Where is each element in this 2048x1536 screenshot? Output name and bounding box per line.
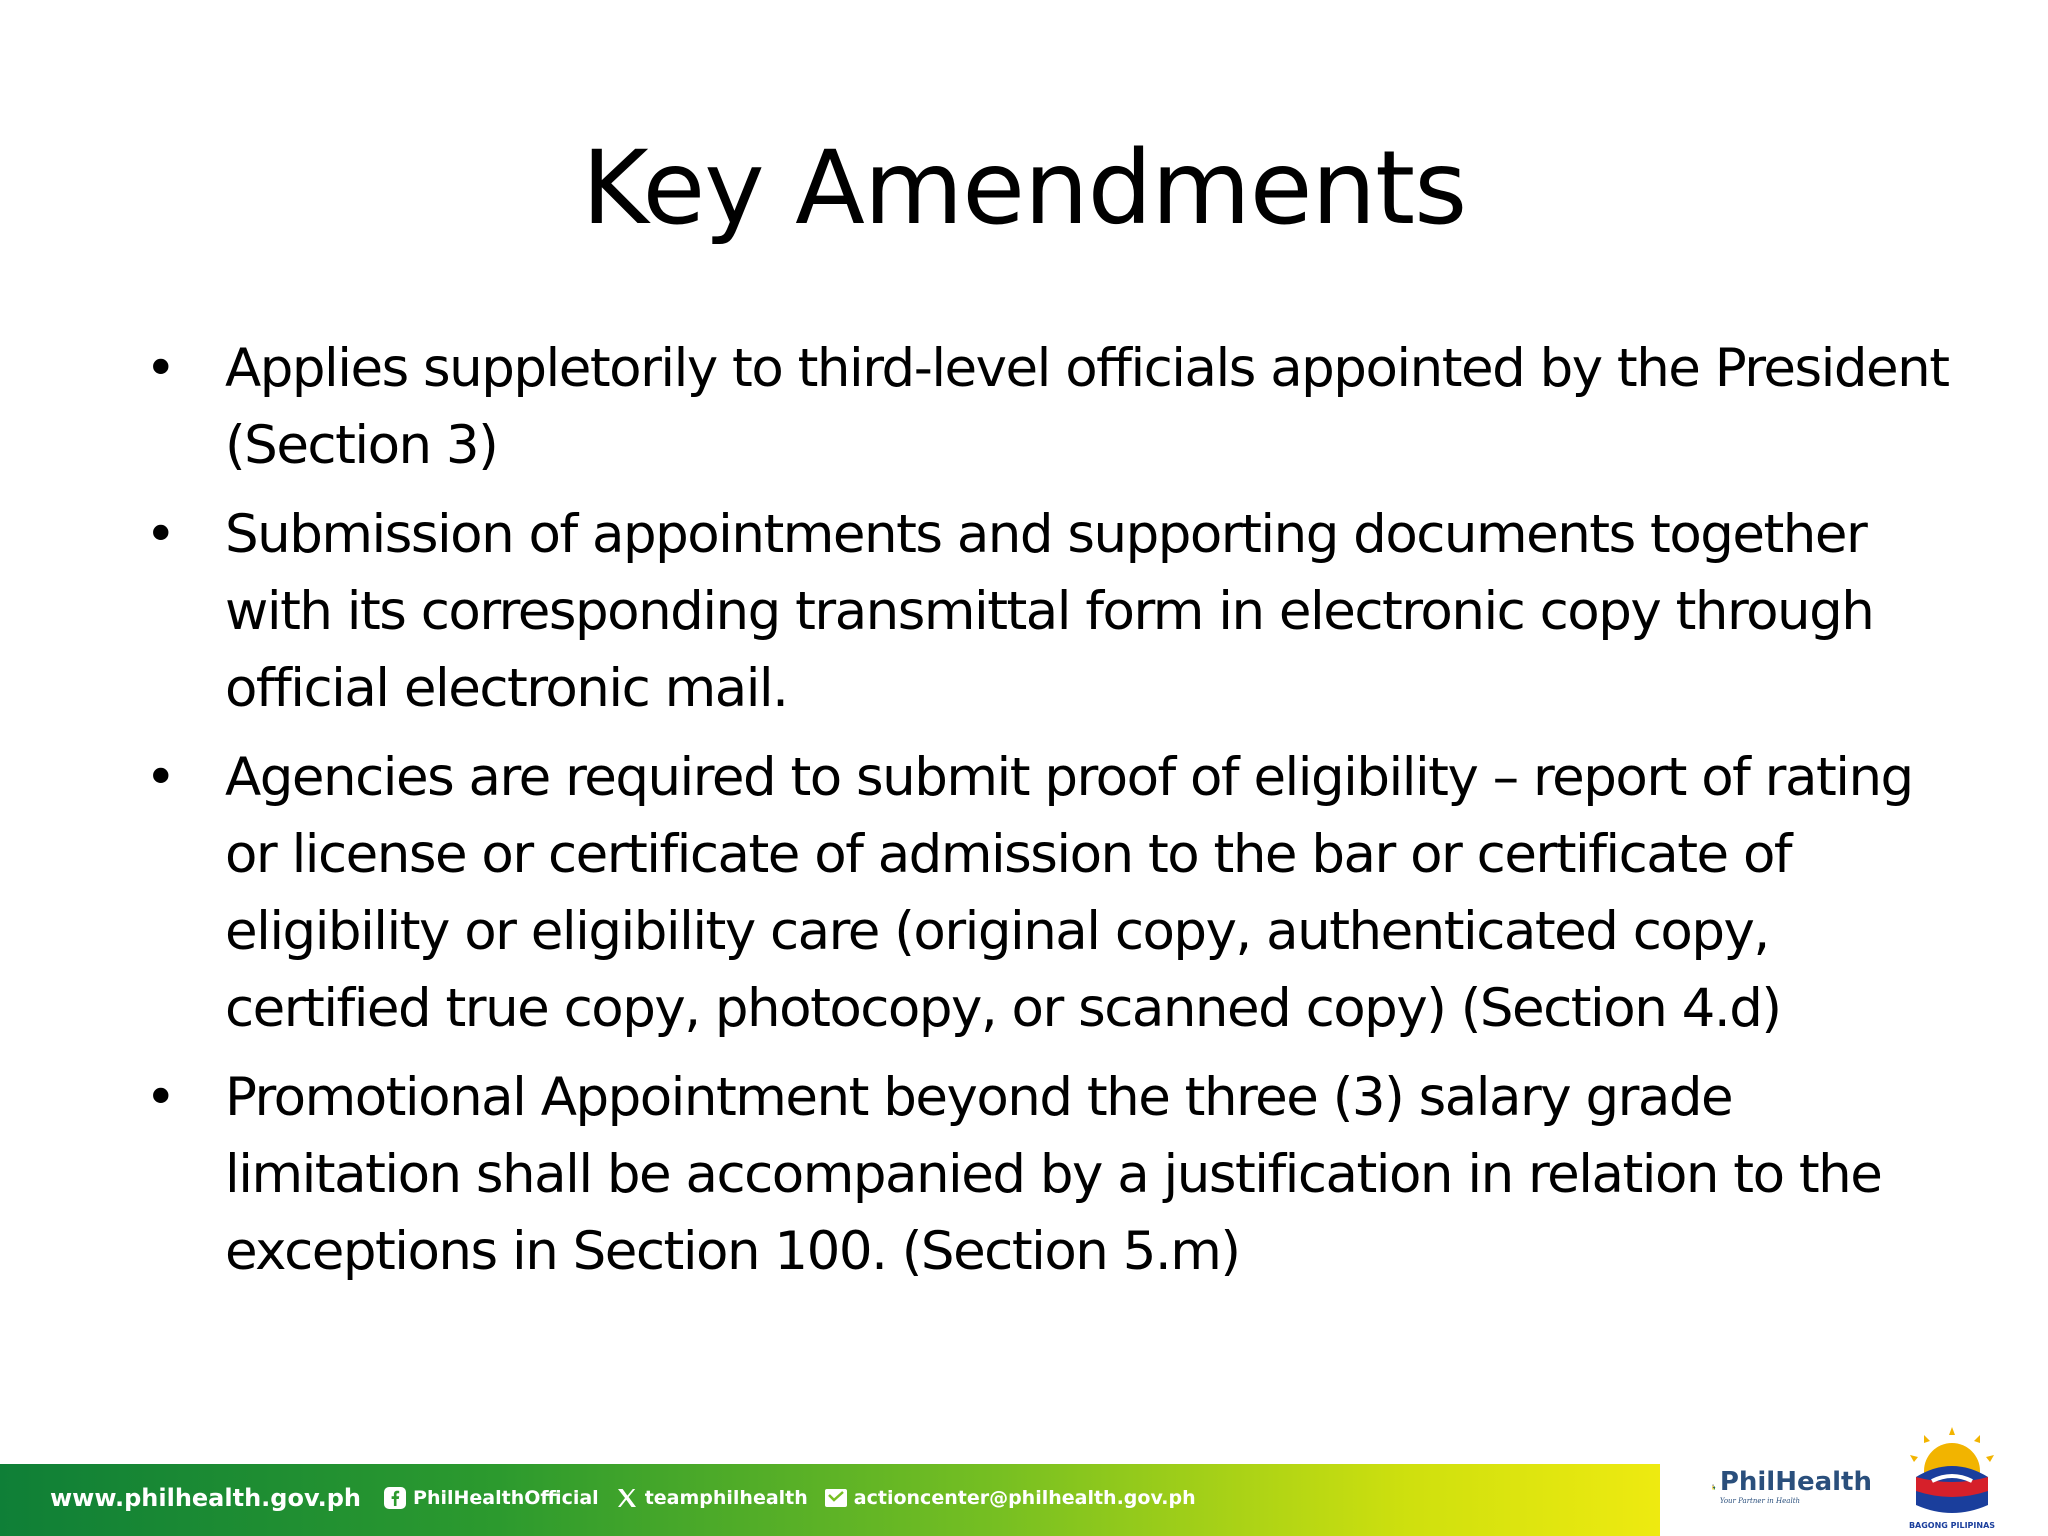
philhealth-logo-text: PhilHealth (1719, 1467, 1872, 1497)
facebook-icon (383, 1486, 407, 1510)
bullet-text: Applies suppletorily to third-level officials appointed by the President (Section 3) (225, 338, 1949, 476)
mail-icon (824, 1486, 848, 1510)
philhealth-logo (1712, 1452, 1872, 1522)
bagong-pilipinas-text: BAGONG PILIPINAS (1908, 1521, 1996, 1530)
bullet-dot: • (145, 747, 175, 808)
philhealth-emblem-icon (1712, 1461, 1716, 1513)
x-icon (615, 1486, 639, 1510)
footer-facebook-handle: PhilHealthOfficial (413, 1487, 599, 1509)
bullet-text: Promotional Appointment beyond the three (3) salary grade limitation shall be accompanied by a justification in relation to the exceptions in Section 100. (Section 5.m) (225, 1067, 1882, 1282)
footer-x-link[interactable] (615, 1486, 808, 1510)
bullet-text: Agencies are required to submit proof of eligibility – report of rating or license or certificate of admission to the bar or certificate of eligibility or eligibility care (original copy, authenticated copy, certified true copy, photocopy, or scanned copy) (Section 4.d) (225, 747, 1913, 1039)
footer-x-handle: teamphilhealth (644, 1487, 808, 1509)
bullet-dot: • (145, 504, 175, 565)
bullet-text: Submission of appointments and supporting documents together with its corresponding transmittal form in electronic copy through official electronic mail. (225, 504, 1874, 719)
footer-email-address: actioncenter@philhealth.gov.ph (853, 1487, 1196, 1509)
footer-contact-row (50, 1478, 1212, 1518)
bullet-list (145, 330, 1975, 1302)
footer-email-link[interactable] (824, 1486, 1196, 1510)
bullet-item (145, 330, 1975, 484)
bullet-item (145, 739, 1975, 1047)
footer-website-link[interactable]: www.philhealth.gov.ph (50, 1484, 362, 1512)
bullet-item (145, 496, 1975, 727)
philhealth-logo-tagline: Your Partner in Health (1719, 1497, 1801, 1505)
footer-facebook-link[interactable] (383, 1486, 599, 1510)
bullet-item (145, 1059, 1975, 1290)
bagong-pilipinas-emblem-icon (1902, 1425, 2002, 1533)
bullet-dot: • (145, 338, 175, 399)
bullet-dot: • (145, 1067, 175, 1128)
bagong-pilipinas-logo (1902, 1425, 2002, 1533)
slide-title: Key Amendments (581, 129, 1467, 248)
